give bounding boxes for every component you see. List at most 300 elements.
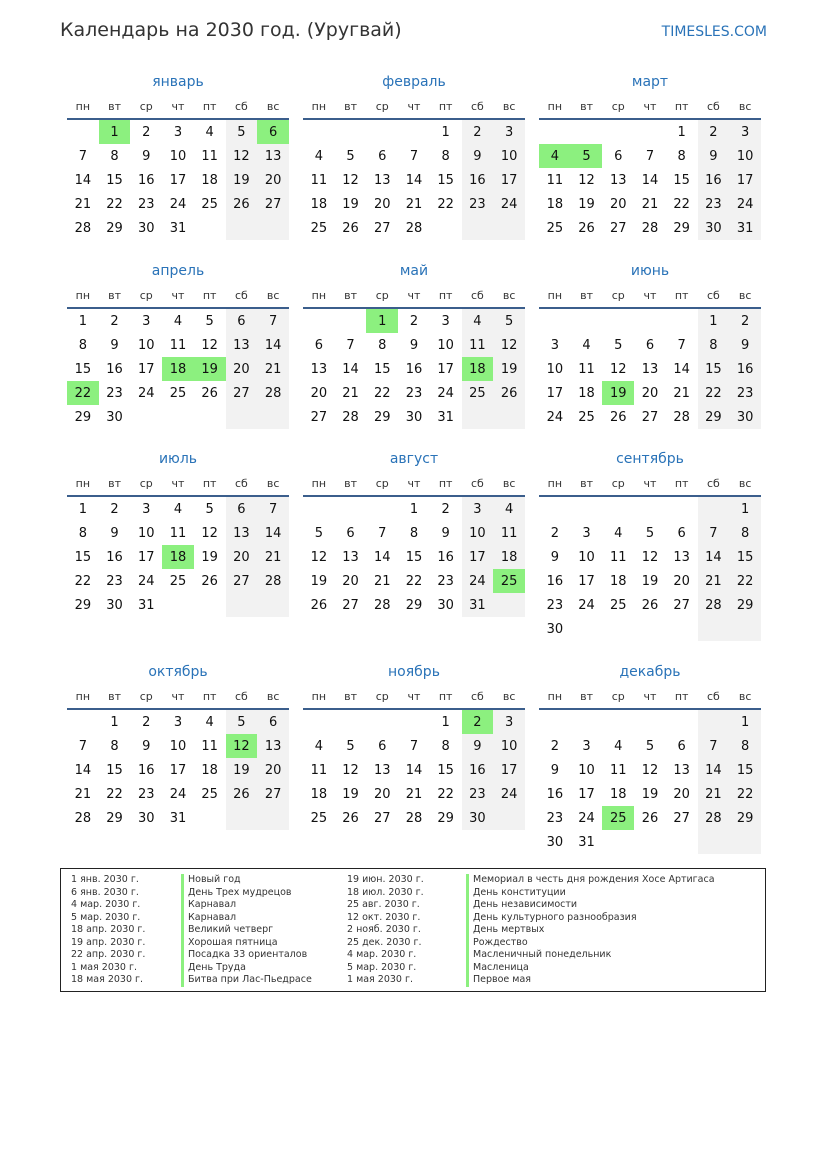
day-cell: 30 [405,409,423,425]
weekday-header: сб [462,684,494,709]
empty-cell [162,405,194,429]
day-cell: 5 [645,525,655,541]
day-cell: 10 [137,337,155,353]
day-cell: 29 [373,409,391,425]
week-row [67,569,289,593]
month-block [539,259,761,429]
page-title: Календарь на 2030 год. (Уругвай) [60,19,402,41]
day-cell: 10 [578,762,595,778]
weekend-day-cell: 30 [462,806,494,830]
empty-cell [634,496,666,521]
weekend-day-cell: 23 [698,192,730,216]
empty-cell [539,709,571,734]
weekend-day-cell: 13 [226,333,258,357]
empty-cell [602,709,634,734]
day-cell: 1 [409,501,419,517]
weekend-day-cell: 14 [257,333,289,357]
day-cell: 2 [110,313,119,329]
weekday-header: вс [493,471,525,496]
weekday-header: пт [666,283,698,308]
day-cell: 12 [310,549,328,565]
week-row [67,734,289,758]
empty-cell [430,216,462,240]
weekend-day-cell: 14 [257,521,289,545]
weekend-day-cell: 15 [729,545,761,569]
day-cell: 26 [641,597,659,613]
empty-cell [303,496,335,521]
day-cell: 10 [137,525,155,541]
day-cell: 30 [546,621,564,637]
day-cell: 26 [201,573,218,589]
day-cell: 24 [578,810,595,826]
week-row [303,569,525,593]
legend-holiday-name: Мемориал в честь дня рождения Хосе Артигаса [466,874,715,887]
empty-cell [398,119,430,144]
day-cell: 27 [310,409,328,425]
day-cell: 6 [614,148,623,164]
empty-cell [493,405,525,429]
day-cell: 20 [373,196,391,212]
empty-cell [666,617,698,641]
weekday-header: ср [366,471,398,496]
month-name: июль [158,451,198,467]
weekday-header: пт [666,94,698,119]
day-cell: 21 [74,786,92,802]
day-cell: 8 [409,525,419,541]
holiday-day-cell: 18 [162,357,194,381]
empty-cell [226,593,258,617]
day-cell: 7 [409,148,419,164]
day-cell: 12 [201,337,218,353]
week-row [303,381,525,405]
weekend-day-cell: 12 [226,144,258,168]
weekday-header: вт [99,283,131,308]
day-cell: 7 [378,525,387,541]
weekday-header: пт [194,94,226,119]
month-name: август [389,451,439,467]
weekend-day-cell: 5 [493,308,525,333]
day-cell: 9 [550,762,559,778]
day-cell: 15 [405,549,423,565]
day-cell: 13 [342,549,359,565]
day-cell: 22 [673,196,690,212]
week-row [539,593,761,617]
month-block [67,259,289,429]
weekday-header: пт [430,471,462,496]
day-cell: 2 [409,313,419,329]
week-row [539,168,761,192]
legend-date: 18 апр. 2030 г. [71,924,146,935]
day-cell: 28 [373,597,391,613]
day-cell: 28 [74,220,92,236]
weekday-header: вс [493,94,525,119]
day-cell: 21 [405,196,423,212]
month-block [539,447,761,641]
day-cell: 13 [373,762,391,778]
holiday-day-cell: 4 [539,144,571,168]
weekend-day-cell: 16 [729,357,761,381]
week-row [539,758,761,782]
month-block [303,259,525,429]
day-cell: 25 [310,810,328,826]
day-cell: 29 [437,810,454,826]
week-row [303,333,525,357]
weekend-day-cell: 7 [698,734,730,758]
day-cell: 25 [169,573,187,589]
legend-holiday-name: День конституции [466,887,715,900]
month-table [539,471,761,641]
day-cell: 11 [546,172,564,188]
day-cell: 13 [641,361,659,377]
legend-date: 25 авг. 2030 г. [347,899,420,910]
holiday-day-cell: 25 [493,569,525,593]
empty-cell [571,119,603,144]
weekend-day-cell: 9 [462,734,494,758]
empty-cell [335,709,367,734]
week-row [67,782,289,806]
empty-cell [729,617,761,641]
legend-date: 1 янв. 2030 г. [71,874,139,885]
day-cell: 12 [578,172,595,188]
brand-link[interactable]: TIMESLES.COM [661,24,767,40]
day-cell: 4 [314,738,323,754]
holiday-day-cell: 6 [257,119,289,144]
weekend-day-cell: 6 [226,496,258,521]
holiday-day-cell: 12 [226,734,258,758]
legend-date: 18 июл. 2030 г. [347,886,424,898]
day-cell: 24 [578,597,595,613]
weekend-day-cell: 9 [729,333,761,357]
day-cell: 6 [378,148,387,164]
month-table [539,283,761,429]
day-cell: 22 [74,573,92,589]
legend-date: 25 дек. 2030 г. [347,936,422,948]
day-cell: 22 [373,385,391,401]
week-row [303,119,525,144]
month-block [303,660,525,830]
day-cell: 7 [78,738,87,754]
day-cell: 25 [169,385,187,401]
weekday-header: сб [226,94,258,119]
week-row [303,144,525,168]
weekend-day-cell: 21 [698,782,730,806]
weekend-day-cell: 6 [257,709,289,734]
empty-cell [226,806,258,830]
day-cell: 9 [550,549,559,565]
weekend-day-cell: 9 [462,144,494,168]
day-cell: 5 [205,501,214,517]
day-cell: 14 [342,361,359,377]
day-cell: 19 [578,196,595,212]
day-cell: 14 [405,762,423,778]
legend-holiday-name: День Трех мудрецов [181,887,312,900]
day-cell: 23 [405,385,423,401]
weekend-day-cell: 28 [257,381,289,405]
day-cell: 8 [441,148,450,164]
week-row [67,192,289,216]
day-cell: 2 [550,738,559,754]
day-cell: 27 [673,810,690,826]
weekday-header: вт [571,471,603,496]
week-row [67,709,289,734]
day-cell: 7 [409,738,419,754]
day-cell: 8 [441,738,450,754]
empty-cell [634,308,666,333]
weekday-header: ср [602,471,634,496]
weekend-day-cell: 24 [462,569,494,593]
week-row [303,734,525,758]
empty-cell [634,830,666,854]
day-cell: 11 [201,148,218,164]
day-cell: 26 [310,597,328,613]
day-cell: 22 [437,786,454,802]
legend-dates-col-1 [71,874,145,987]
day-cell: 29 [405,597,423,613]
day-cell: 23 [106,573,123,589]
day-cell: 30 [437,597,454,613]
day-cell: 4 [614,525,623,541]
day-cell: 5 [645,738,655,754]
day-cell: 12 [201,525,218,541]
month-name: февраль [382,74,446,90]
weekday-header: вс [257,471,289,496]
day-cell: 30 [137,810,155,826]
weekend-day-cell: 7 [257,308,289,333]
weekend-day-cell: 14 [698,545,730,569]
legend-date: 22 апр. 2030 г. [71,949,146,960]
weekday-header: пт [430,283,462,308]
day-cell: 2 [441,501,450,517]
month-table [303,283,525,429]
legend-date: 5 мар. 2030 г. [347,961,417,973]
weekend-day-cell: 28 [698,593,730,617]
weekday-header: пт [666,471,698,496]
empty-cell [335,119,367,144]
week-row [539,569,761,593]
day-cell: 18 [310,196,328,212]
weekday-header: вс [729,471,761,496]
day-cell: 26 [609,409,627,425]
weekday-header: чт [162,684,194,709]
weekday-header: сб [226,684,258,709]
weekend-day-cell: 11 [462,333,494,357]
weekend-day-cell: 30 [729,405,761,429]
empty-cell [634,709,666,734]
weekday-header: ср [130,471,162,496]
day-cell: 7 [677,337,686,353]
weekday-header: вт [335,471,367,496]
weekend-day-cell: 2 [462,119,494,144]
day-cell: 11 [609,549,627,565]
legend-date: 5 мар. 2030 г. [71,911,141,923]
month-name: ноябрь [388,664,440,680]
day-cell: 10 [578,549,595,565]
weekday-header: ср [130,283,162,308]
week-row [67,357,289,381]
weekend-day-cell: 29 [729,806,761,830]
day-cell: 23 [137,786,155,802]
month-table [67,283,289,429]
weekday-header: пн [67,684,99,709]
day-cell: 16 [405,361,423,377]
empty-cell [666,496,698,521]
day-cell: 9 [409,337,419,353]
week-row [539,545,761,569]
holiday-day-cell: 19 [602,381,634,405]
empty-cell [257,593,289,617]
day-cell: 1 [441,714,450,730]
legend-date: 12 окт. 2030 г. [347,911,421,923]
holiday-day-cell: 1 [366,308,398,333]
weekday-header: чт [634,684,666,709]
day-cell: 28 [342,409,359,425]
weekend-day-cell: 12 [493,333,525,357]
legend-date: 1 мая 2030 г. [71,961,137,973]
weekend-day-cell: 15 [698,357,730,381]
weekend-day-cell: 25 [462,381,494,405]
week-row [539,381,761,405]
day-cell: 1 [441,124,450,140]
legend-holiday-name: Новый год [181,874,312,887]
week-row [67,168,289,192]
weekend-day-cell: 1 [729,709,761,734]
weekday-header: пн [539,471,571,496]
day-cell: 28 [405,810,423,826]
weekend-day-cell: 24 [493,782,525,806]
empty-cell [666,830,698,854]
weekend-day-cell: 29 [698,405,730,429]
empty-cell [162,593,194,617]
day-cell: 29 [106,810,123,826]
weekend-day-cell: 11 [493,521,525,545]
day-cell: 23 [137,196,155,212]
day-cell: 24 [437,385,454,401]
empty-cell [634,119,666,144]
day-cell: 14 [673,361,690,377]
day-cell: 29 [74,409,92,425]
week-row [67,545,289,569]
day-cell: 18 [546,196,564,212]
empty-cell [602,119,634,144]
empty-cell [539,119,571,144]
day-cell: 8 [78,337,87,353]
weekend-day-cell: 10 [493,144,525,168]
day-cell: 27 [373,220,391,236]
day-cell: 22 [405,573,423,589]
day-cell: 8 [378,337,387,353]
weekend-day-cell: 16 [462,758,494,782]
day-cell: 15 [74,361,92,377]
week-row [303,806,525,830]
day-cell: 26 [201,385,218,401]
day-cell: 27 [342,597,359,613]
week-row [303,192,525,216]
weekday-header: пн [303,471,335,496]
day-cell: 3 [550,337,559,353]
day-cell: 21 [405,786,423,802]
weekend-day-cell: 22 [729,782,761,806]
weekday-header: ср [366,283,398,308]
weekday-header: сб [462,283,494,308]
week-row [303,216,525,240]
weekend-day-cell: 19 [226,758,258,782]
legend-holiday-name: Карнавал [181,912,312,925]
month-table [67,94,289,240]
week-row [539,216,761,240]
week-row [303,758,525,782]
day-cell: 1 [78,501,87,517]
day-cell: 15 [673,172,690,188]
weekday-header: сб [698,94,730,119]
weekday-header: пт [194,471,226,496]
week-row [303,521,525,545]
month-name: апрель [151,263,205,279]
legend-holiday-name: День культурного разнообразия [466,912,715,925]
day-cell: 8 [110,148,119,164]
weekend-day-cell: 17 [493,168,525,192]
week-row [539,709,761,734]
week-row [539,521,761,545]
day-cell: 18 [201,172,218,188]
legend-date: 18 мая 2030 г. [71,974,144,985]
day-cell: 21 [373,573,391,589]
legend-date: 19 апр. 2030 г. [71,936,146,948]
weekday-header: сб [698,471,730,496]
weekend-day-cell: 21 [257,357,289,381]
day-cell: 24 [546,409,564,425]
empty-cell [366,496,398,521]
weekday-header: ср [366,684,398,709]
day-cell: 23 [546,597,564,613]
weekday-header: вс [257,283,289,308]
day-cell: 19 [342,786,359,802]
weekday-header: чт [162,283,194,308]
weekday-header: вт [571,283,603,308]
day-cell: 25 [201,786,218,802]
empty-cell [634,617,666,641]
day-cell: 8 [110,738,119,754]
day-cell: 1 [677,124,686,140]
weekend-day-cell: 23 [729,381,761,405]
day-cell: 18 [578,385,595,401]
weekday-header: чт [634,94,666,119]
day-cell: 10 [169,148,187,164]
week-row [67,496,289,521]
weekend-day-cell: 3 [462,496,494,521]
empty-cell [698,617,730,641]
empty-cell [194,216,226,240]
day-cell: 27 [673,597,690,613]
day-cell: 18 [609,573,627,589]
day-cell: 4 [173,501,183,517]
day-cell: 4 [614,738,623,754]
day-cell: 18 [201,762,218,778]
week-row [67,521,289,545]
day-cell: 21 [641,196,659,212]
day-cell: 3 [173,714,183,730]
weekend-day-cell: 2 [698,119,730,144]
holiday-day-cell: 18 [162,545,194,569]
day-cell: 27 [373,810,391,826]
legend-holiday-name: Битва при Лас-Пьедрасе [181,974,312,987]
day-cell: 12 [342,172,359,188]
weekend-day-cell: 27 [226,381,258,405]
day-cell: 8 [78,525,87,541]
weekend-day-cell: 26 [226,192,258,216]
day-cell: 31 [578,834,595,850]
week-row [67,333,289,357]
day-cell: 5 [346,738,355,754]
